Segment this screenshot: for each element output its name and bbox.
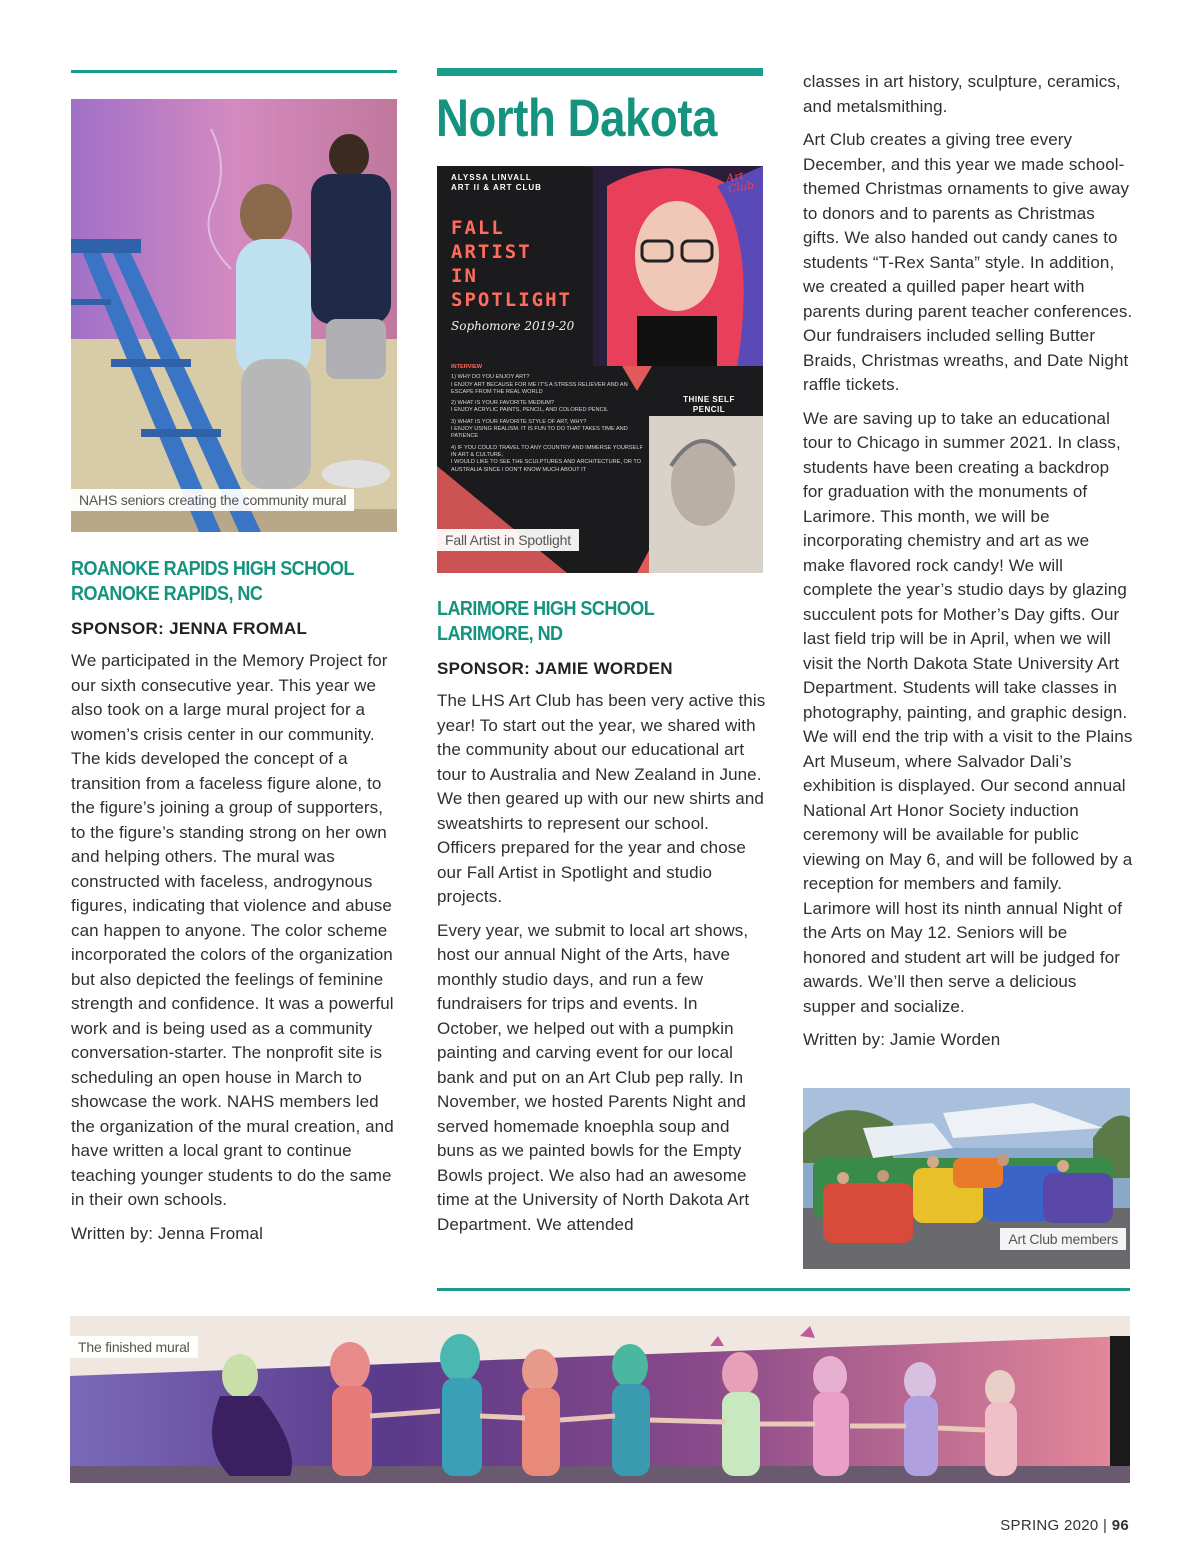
photo-caption: NAHS seniors creating the community mural — [71, 489, 354, 511]
sponsor-line: SPONSOR: JAMIE WORDEN — [437, 659, 673, 678]
right-article-continued — [803, 70, 1133, 1062]
left-article — [71, 557, 401, 1255]
art-club-group-photo — [803, 1088, 1130, 1269]
page-number: 96 — [1111, 1517, 1129, 1534]
photo-caption: The finished mural — [70, 1336, 198, 1358]
poster-question: 4) IF YOU COULD TRAVEL TO ANY COUNTRY AND IMMERSE YOURSELF IN ART & CULTURE, — [451, 444, 643, 458]
poster-question: 3) WHAT IS YOUR FAVORITE STYLE OF ART, WHY? — [451, 418, 587, 425]
top-rule-middle — [437, 68, 763, 76]
article-paragraph: classes in art history, sculpture, ceramics, and metalsmithing. — [803, 72, 1121, 116]
article-paragraph: We participated in the Memory Project for our sixth consecutive year. This year we also took on a large mural project for a women’s crisis center in our community. The kids developed the concept of a transition from a faceless figure alone, to the figure’s joining a group of supporters, to the figure’s standing strong on her own and helping others. The mural was constructed with faceless, androgynous figures, indicating that violence and abuse can happen to anyone. The color scheme incorporated the colors of the organization but also depicted the feelings of feminine strength and confidence. It was a powerful work and is being used as a community conversation-starter. The nonprofit site is scheduling an open house in March to showcase the work. NAHS members led the organization of the mural creation, and have written a local grant to continue teaching younger students to do the same in their own schools. — [71, 651, 394, 1209]
drawing-label: THINE SELF — [683, 395, 735, 404]
section-rule-bottom — [437, 1288, 1130, 1291]
top-rule-left — [71, 70, 397, 73]
poster-question: 1) WHY DO YOU ENJOY ART? — [451, 374, 530, 381]
poster-title-line2: ARTIST — [451, 241, 532, 263]
poster-title-line4: SPOTLIGHT — [451, 289, 572, 311]
article-paragraph: We are saving up to take an educational tour to Chicago in summer 2021. In class, students have been creating a backdrop for graduation with the monuments of Larimore. This month, we will be incorporating chemistry and art as we make flavored rock candy! We will complete the year’s studio days by glazing succulent pots for Mother’s Day gifts. Our last field trip will be in April, when we will visit the North Dakota State University Art Department. Students will take classes in photography, painting, and graphic design. We will end the trip with a visit to the Plains Art Museum, where Salvador Dali’s exhibition is displayed. Our second annual National Art Honor Society induction ceremony will be available for public viewing on May 6, and will be followed by a reception for members and family. Larimore will host its ninth annual Night of the Arts on May 12. Seniors will be honored and student art will be judged for awards. We’ll then serve a delicious supper and socialize. — [803, 408, 1133, 1016]
state-title: North Dakota — [436, 89, 718, 148]
footer-separator: | — [1103, 1517, 1108, 1534]
byline: Written by: Jamie Worden — [803, 1030, 1001, 1049]
article-paragraph: Every year, we submit to local art shows, host our annual Night of the Arts, have monthly studio days, and run a few fundraisers for trips and events. In October, we helped out with a pumpkin painting and carving event for our local bank and put on an Art Club pep rally. In November, we hosted Parents Night and served homemade knoephla soup and buns as we painted bowls for the Empty Bowls project. We also had an awesome time at the University of North Dakota Art Department. We attended — [437, 920, 750, 1234]
school-location: LARIMORE, ND — [437, 623, 563, 645]
poster-title-line1: FALL — [451, 217, 505, 239]
poster-student-name: ALYSSA LINVALL — [451, 173, 532, 182]
poster-corner-label: Art Club — [725, 169, 756, 196]
photo-caption: Art Club members — [1000, 1228, 1126, 1250]
article-paragraph: The LHS Art Club has been very active this year! To start out the year, we shared with the community about our educational art tour to Australia and New Zealand in June. We then geared up with our new shirts and sweatshirts to represent our school. Officers prepared for the year and chose our Fall Artist in Spotlight and studio projects. — [437, 691, 766, 906]
page-footer — [1000, 1517, 1129, 1534]
poster-answer: I ENJOY USING REALISM. IT IS FUN TO DO THAT TAKES TIME AND PATIENCE — [451, 426, 628, 440]
poster-student-class: ART II & ART CLUB — [451, 183, 542, 192]
school-name: ROANOKE RAPIDS HIGH SCHOOL — [71, 558, 354, 580]
byline: Written by: Jenna Fromal — [71, 1223, 263, 1243]
fall-artist-poster — [437, 166, 763, 573]
poster-interview-label: INTERVIEW — [451, 364, 482, 370]
poster-answer: I ENJOY ART BECAUSE FOR ME IT'S A STRESS RELIEVER AND AN ESCAPE FROM THE REAL WORLD — [451, 381, 628, 395]
issue-label: SPRING 2020 — [1000, 1517, 1099, 1534]
photo-caption: Fall Artist in Spotlight — [437, 529, 579, 551]
mural-painting-photo — [71, 99, 397, 532]
poster-question: 2) WHAT IS YOUR FAVORITE MEDIUM? — [451, 400, 555, 407]
drawing-medium: PENCIL — [692, 405, 726, 414]
poster-title-line3: IN — [451, 265, 478, 287]
school-name: LARIMORE HIGH SCHOOL — [437, 598, 655, 620]
poster-answer: I WOULD LIKE TO SEE THE SCULPTURES AND ARCHITECTURE, OR TO AUSTRALIA SINCE I DON'T KNOW MUCH ABOUT IT — [451, 459, 642, 473]
article-paragraph: Art Club creates a giving tree every December, and this year we made school-themed Christmas ornaments to give away to donors and to parents as Christmas gifts. We also handed out candy canes to students “T-Rex Santa” style. In addition, we created a quilled paper heart with parents during parent teacher conferences. Our fundraisers included selling Butter Braids, Christmas wreaths, and Date Night raffle tickets. — [803, 130, 1133, 394]
finished-mural-photo — [70, 1316, 1130, 1483]
sponsor-line: SPONSOR: JENNA FROMAL — [71, 619, 308, 638]
middle-article — [437, 597, 767, 1246]
poster-answer: I ENJOY ACRYLIC PAINTS, PENCIL, AND COLORED PENCIL — [451, 407, 609, 414]
poster-subtitle: Sophomore 2019-20 — [451, 319, 575, 333]
school-location: ROANOKE RAPIDS, NC — [71, 583, 263, 605]
